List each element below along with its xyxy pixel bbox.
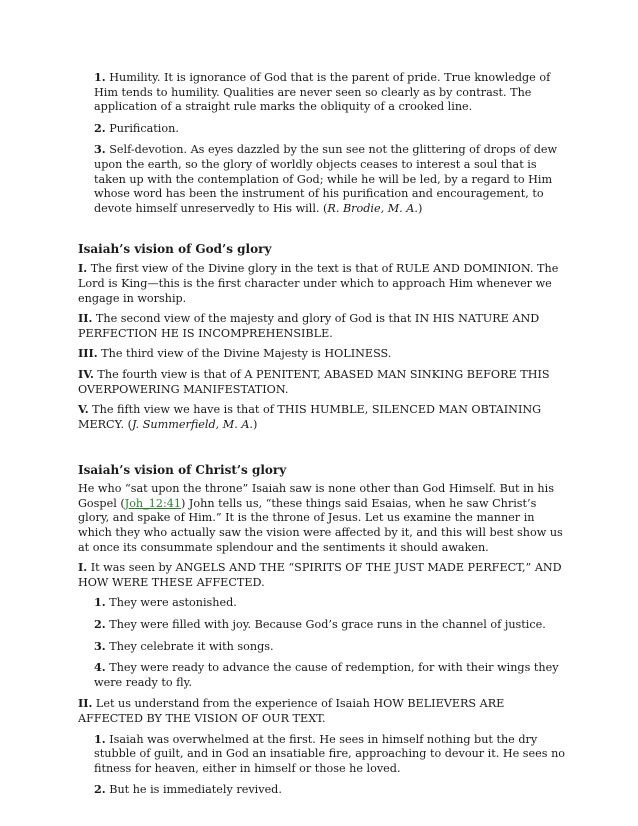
item-text: It was seen by ANGELS AND THE “SPIRITS OF THE JUST MADE PERFECT,” AND HOW WERE THESE AFFECTED. <box>78 561 562 589</box>
item-text: The fifth view we have is that of THIS HUMBLE, SILENCED MAN OBTAINING MERCY. ( <box>78 403 542 431</box>
section-heading-christs-glory: Isaiah’s vision of Christ’s glory <box>78 463 287 478</box>
roman-numeral: II. <box>78 311 93 326</box>
citation: J. Summerfield, M. A. <box>132 417 253 431</box>
roman-numeral: III. <box>78 346 98 361</box>
item-number: 2. <box>94 617 106 632</box>
point2-subitem-1 <box>78 732 568 777</box>
item-number: 3. <box>94 142 106 157</box>
citation-close: ) <box>417 201 423 215</box>
item-text: Self-devotion. As eyes dazzled by the sun see not the glittering of drops of dew upon the earth, so the glory of worldly objects ceases to interest a soul that is taken up with the contemplation of God; while he will be led, by a regard to Him whose word has been the instrument of his purification and encouragement, to devote himself unreservedly to His will. ( <box>94 143 558 215</box>
item-number: 1. <box>94 595 106 610</box>
section1-item-4 <box>78 367 568 397</box>
item-text: The third view of the Divine Majesty is HOLINESS. <box>97 347 392 361</box>
roman-numeral: I. <box>78 261 88 276</box>
intro-item-2 <box>78 121 568 137</box>
item-text: They were astonished. <box>105 596 237 610</box>
item-number: 2. <box>94 120 106 135</box>
point1-subitem-2 <box>78 617 568 633</box>
scripture-reference-link[interactable]: Joh_12:41 <box>124 496 181 510</box>
item-text: They were filled with joy. Because God’s grace runs in the channel of justice. <box>105 618 546 632</box>
item-text: Humility. It is ignorance of God that is the parent of pride. True knowledge of Him tends to humility. Qualities are never seen so clearly as by contrast. The application of a straight rule marks the obliquity of a crooked line. <box>94 71 551 114</box>
point1-subitem-3 <box>78 639 568 655</box>
section2-point-1 <box>78 560 568 590</box>
item-number: 4. <box>94 660 106 675</box>
item-text: Let us understand from the experience of Isaiah HOW BELIEVERS ARE AFFECTED BY THE VISION OF OUR TEXT. <box>78 697 505 725</box>
item-number: 2. <box>94 782 106 797</box>
item-text: The first view of the Divine glory in the text is that of RULE AND DOMINION. The Lord is King—this is the first character under which to approach Him whenever we engage in worship. <box>78 262 559 305</box>
item-number: 1. <box>94 731 106 746</box>
point1-subitem-1 <box>78 595 568 611</box>
item-text: They were ready to advance the cause of redemption, for with their wings they were ready to fly. <box>94 661 559 689</box>
point2-subitem-2 <box>78 782 568 798</box>
item-number: 1. <box>94 70 106 84</box>
roman-numeral: II. <box>78 696 93 711</box>
item-text: Purification. <box>109 121 179 135</box>
roman-numeral: IV. <box>78 366 94 381</box>
item-text: They celebrate it with songs. <box>105 639 274 653</box>
section-heading-gods-glory: Isaiah’s vision of God’s glory <box>78 242 272 257</box>
section1-item-2 <box>78 311 568 341</box>
section1-item-5 <box>78 402 568 432</box>
citation: R. Brodie, M. A. <box>327 201 418 215</box>
paragraph-text-a: He who “sat upon the throne” Isaiah saw is none other than God Himself. But in his Gospel ( <box>78 482 554 510</box>
citation-close: ) <box>252 417 258 431</box>
item-text: The second view of the majesty and glory of God is that IN HIS NATURE AND PERFECTION HE IS INCOMPREHENSIBLE. <box>78 312 540 340</box>
intro-item-3 <box>78 142 568 216</box>
item-text: Isaiah was overwhelmed at the first. He sees in himself nothing but the dry stubble of guilt, and in God an insatiable fire, approaching to devour it. He sees no fitness for heaven, either in himself or those he loved. <box>94 732 566 775</box>
section1-item-3 <box>78 346 568 362</box>
item-text: But he is immediately revived. <box>105 783 282 797</box>
section2-point-2 <box>78 696 568 726</box>
item-text: The fourth view is that of A PENITENT, ABASED MAN SINKING BEFORE THIS OVERPOWERING MANIFESTATION. <box>78 367 550 396</box>
roman-numeral: V. <box>78 402 89 417</box>
intro-item-1 <box>78 70 568 115</box>
section2-intro-paragraph <box>78 482 568 555</box>
roman-numeral: I. <box>78 560 88 575</box>
point1-subitem-4 <box>78 660 568 690</box>
paragraph-text-b: ) John tells us, “these things said Esaias, when he saw Christ’s glory, and spake of Him.” It is the throne of Jesus. Let us examine the manner in which they who actually saw the vision were affected by it, and this will best show us at once its consummate splendour and the sentiments it should awaken. <box>78 496 563 554</box>
document-page <box>78 70 568 804</box>
item-number: 3. <box>94 638 106 653</box>
section1-item-1 <box>78 261 568 306</box>
